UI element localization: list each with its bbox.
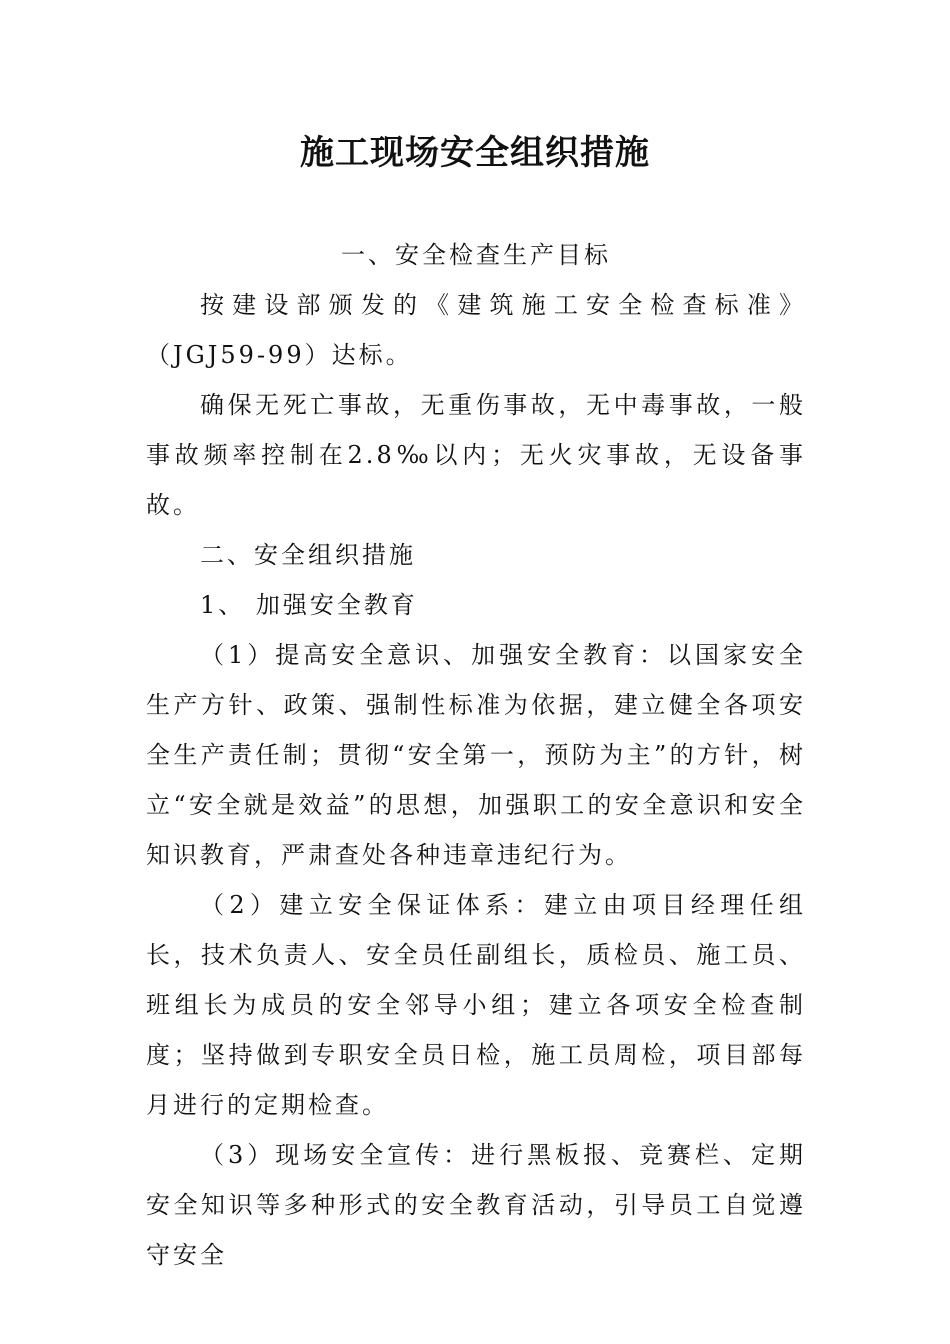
paragraph-target-standard: 按建设部颁发的《建筑施工安全检查标准》（JGJ59-99）达标。	[146, 291, 806, 369]
paragraph-accident-goals: 确保无死亡事故，无重伤事故，无中毒事故，一般事故频率控制在2.8‰以内；无火灾事故，无设备事故。	[146, 391, 806, 519]
document-body	[146, 230, 806, 1280]
document-title: 施工现场安全组织措施	[300, 133, 650, 173]
subsection-heading-1: 1、 加强安全教育	[200, 591, 418, 619]
paragraph-safety-promotion: （3）现场安全宣传：进行黑板报、竞赛栏、定期安全知识等多种形式的安全教育活动，引导员工自觉遵守安全	[146, 1141, 806, 1269]
section-heading-1: 一、安全检查生产目标	[341, 241, 611, 269]
paragraph-safety-awareness: （1）提高安全意识、加强安全教育：以国家安全生产方针、政策、强制性标准为依据，建立健全各项安全生产责任制；贯彻“安全第一，预防为主”的方针，树立“安全就是效益”的思想，加强职工的安全意识和安全知识教育，严肃查处各种违章违纪行为。	[146, 641, 806, 869]
section-heading-2: 二、安全组织措施	[200, 541, 416, 569]
paragraph-safety-system: （2）建立安全保证体系：建立由项目经理任组长，技术负责人、安全员任副组长，质检员、施工员、班组长为成员的安全邻导小组；建立各项安全检查制度；坚持做到专职安全员日检，施工员周检，项目部每月进行的定期检查。	[146, 891, 806, 1119]
